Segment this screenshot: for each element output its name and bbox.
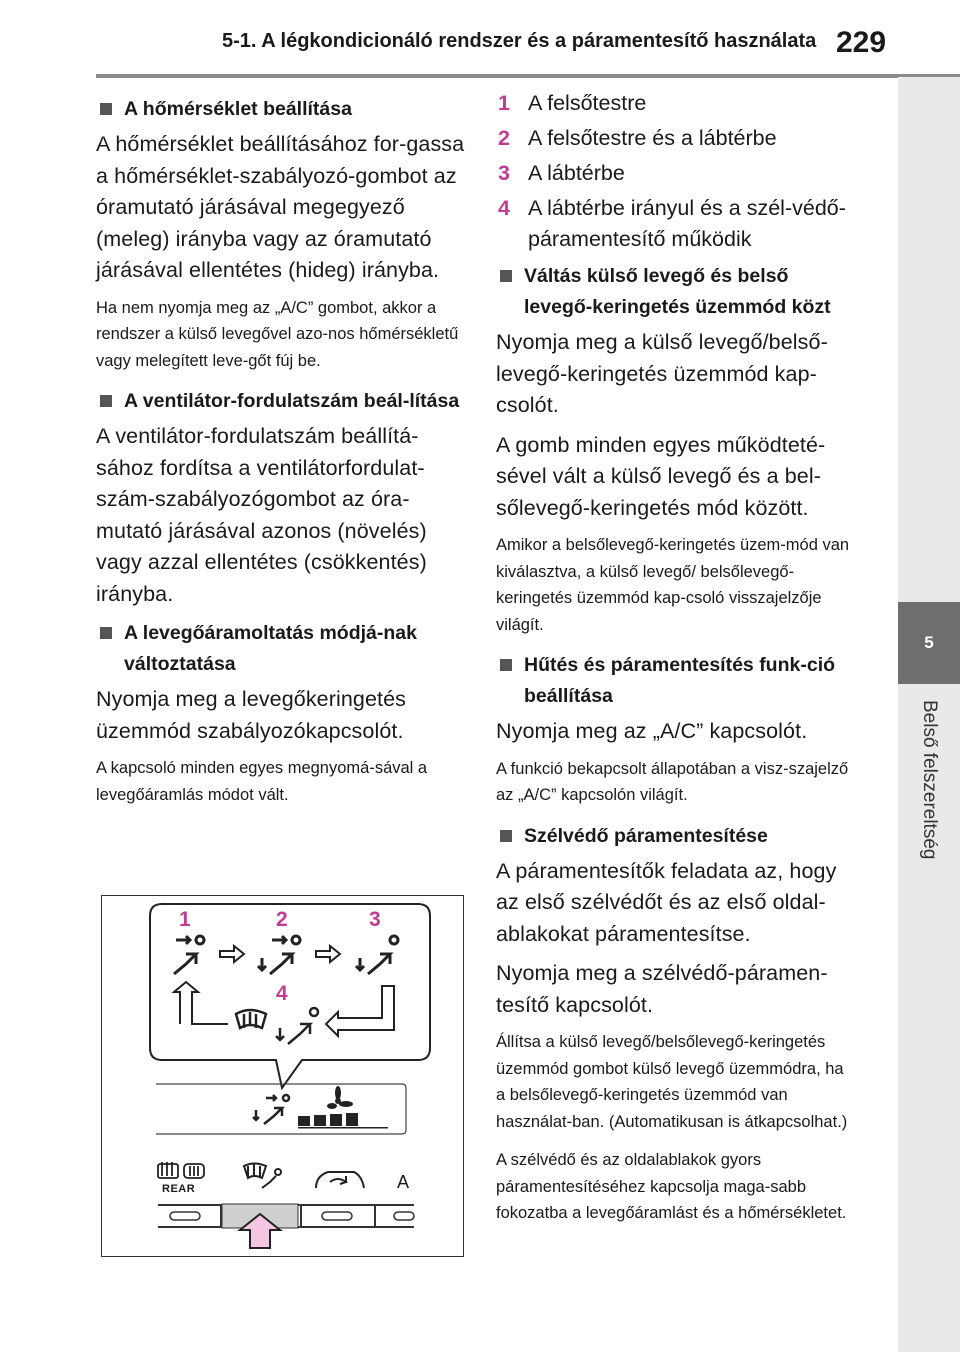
section-heading-fan-speed: A ventilátor-fordulatszám beál-lítása bbox=[96, 386, 466, 417]
mode-label-2: 2 bbox=[276, 908, 288, 931]
mode-step-3: 3 A lábtérbe bbox=[498, 161, 625, 185]
page-number: 229 bbox=[836, 26, 887, 59]
chapter-number-tab: 5 bbox=[898, 602, 960, 684]
mode-label-3: 3 bbox=[369, 908, 381, 931]
section-heading-ac: Hűtés és páramentesítés funk-ció beállítása bbox=[496, 650, 856, 712]
chapter-title-tab: Belső felszereltség bbox=[919, 700, 940, 860]
recirculation-body-2: A gomb minden egyes működteté-sével vált a külső levegő és a bel-sőlevegő-keringetés mód között. bbox=[496, 432, 826, 520]
bullet-square-icon bbox=[500, 270, 512, 282]
windshield-defog-body-1: A páramentesítők feladata az, hogy az első szélvédőt és az első oldal-ablakokat páramentesítse. bbox=[496, 858, 837, 946]
windshield-defog-body-2: Nyomja meg a szélvédő-páramen-tesítő kapcsolót. bbox=[496, 961, 828, 1017]
windshield-defog-note-1: Állítsa a külső levegő/belsőlevegő-keringetés üzemmód gombot külső levegő üzemmódra, ha a belsőlevegő-keringetés üzemmód van használat-ban. (Automatikusan is átkapcsolhat.) bbox=[496, 1033, 848, 1131]
mode-3-feet-icon bbox=[356, 936, 398, 974]
mode-2-face-feet-icon bbox=[258, 936, 300, 974]
mode-step-2: 2 A felsőtestre és a lábtérbe bbox=[498, 126, 777, 150]
mode-label-4: 4 bbox=[276, 982, 288, 1005]
return-arrow-left bbox=[174, 982, 228, 1024]
temperature-note: Ha nem nyomja meg az „A/C” gombot, akkor a rendszer a külső levegővel azo-nos hőmérsékletű vagy melegített leve-gőt fúj be. bbox=[96, 298, 459, 370]
bullet-square-icon bbox=[100, 627, 112, 639]
rear-label: REAR bbox=[162, 1183, 196, 1195]
airflow-mode-figure bbox=[101, 895, 464, 1257]
button-indicator bbox=[322, 1212, 352, 1220]
windshield-defog-note-2: A szélvédő és az oldalablakok gyors páramentesítéséhez kapcsolja maga-sabb fokozatba a levegőáramlást és a hőmérsékletet. bbox=[496, 1151, 847, 1222]
header-title: 5-1. A légkondicionáló rendszer és a páramentesítő használata bbox=[222, 30, 817, 52]
airflow-mode-note: A kapcsoló minden egyes megnyomá-sával a levegőáramlás módot vált. bbox=[96, 759, 428, 804]
bullet-square-icon bbox=[500, 659, 512, 671]
airflow-diagram bbox=[102, 896, 463, 1256]
button-indicator bbox=[394, 1212, 414, 1220]
air-recirculation-icon bbox=[316, 1172, 364, 1188]
section-heading-windshield-defog: Szélvédő páramentesítése bbox=[496, 821, 856, 852]
section-heading-airflow-mode: A levegőáramoltatás módjá-nak változtatása bbox=[96, 618, 466, 680]
recirculation-body-1: Nyomja meg a külső levegő/belső-levegő-keringetés üzemmód kap-csolót. bbox=[496, 330, 828, 417]
ac-body: Nyomja meg az „A/C” kapcsolót. bbox=[496, 719, 808, 743]
temperature-body: A hőmérséklet beállításához for-gassa a hőmérséklet-szabályozó-gombot az óramutató járásával megegyező (meleg) irányba vagy az óramutató járásával ellentétes (hideg) irányba. bbox=[96, 132, 465, 282]
a-label: A bbox=[397, 1172, 410, 1192]
mode-1-face-icon bbox=[174, 936, 204, 974]
rear-defrost-icon bbox=[158, 1162, 204, 1178]
bullet-square-icon bbox=[100, 395, 112, 407]
fan-speed-body: A ventilátor-fordulatszám beállítá-sához fordítsa a ventilátorfordulat-szám-szabályozógombot az óra-mutató járásával azonos (növelés) vagy azzal ellentétes (csökkentés) irányba. bbox=[96, 424, 427, 606]
button-indicator bbox=[170, 1212, 200, 1220]
arrow-right-icon bbox=[220, 946, 244, 962]
fan-icon bbox=[327, 1086, 353, 1109]
arrow-right-icon bbox=[316, 946, 340, 962]
mode-4-defrost-feet-icon bbox=[236, 1008, 318, 1044]
recirculation-note: Amikor a belsőlevegő-keringetés üzem-mód van kiválasztva, a külső levegő/ belsőlevegő-keringetés üzemmód kap-csoló visszajelzője világít. bbox=[496, 536, 850, 634]
header-rule bbox=[96, 74, 960, 78]
left-column bbox=[96, 88, 466, 820]
display-mode-icon bbox=[253, 1095, 289, 1124]
section-heading-recirculation: Váltás külső levegő és belső levegő-keringetés üzemmód közt bbox=[496, 261, 856, 323]
bullet-square-icon bbox=[100, 103, 112, 115]
fan-speed-bars bbox=[298, 1113, 388, 1129]
bullet-square-icon bbox=[500, 830, 512, 842]
mode-label-1: 1 bbox=[179, 908, 191, 931]
return-arrow-right bbox=[326, 986, 394, 1036]
airflow-mode-body: Nyomja meg a levegőkeringetés üzemmód szabályozókapcsolót. bbox=[96, 687, 407, 743]
mode-step-4: 4 A lábtérbe irányul és a szél-védő-páramentesítő működik bbox=[498, 196, 846, 251]
windshield-defrost-icon bbox=[244, 1164, 281, 1189]
ac-note: A funkció bekapcsolt állapotában a visz-szajelző az „A/C” kapcsolón világít. bbox=[496, 759, 849, 804]
mode-step-1: 1 A felsőtestre bbox=[498, 91, 647, 115]
section-heading-temperature: A hőmérséklet beállítása bbox=[96, 94, 466, 125]
right-column bbox=[496, 88, 856, 1239]
